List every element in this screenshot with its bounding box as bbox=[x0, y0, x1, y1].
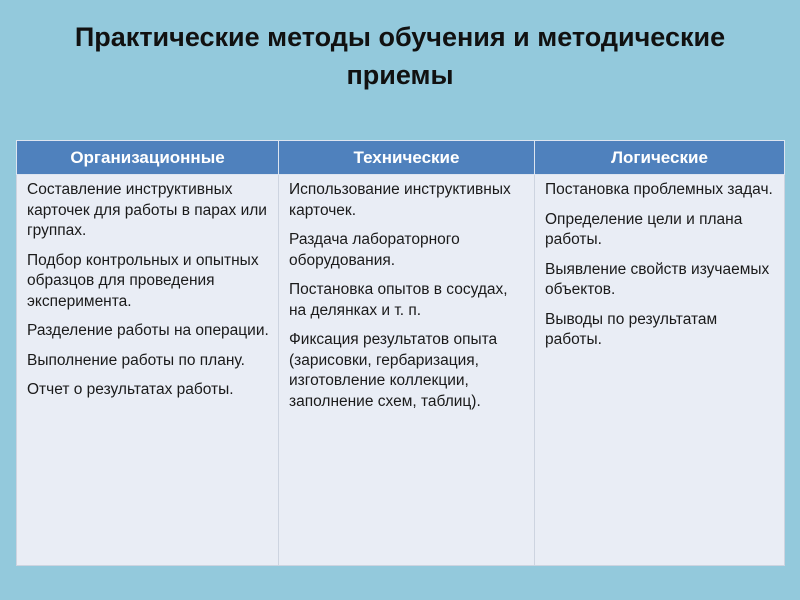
list-item: Определение цели и плана работы. bbox=[545, 210, 743, 248]
list-item: Фиксация результатов опыта (зарисовки, гербаризация, изготовление коллекции, заполнение схем, таблиц). bbox=[289, 331, 498, 410]
header-technical: Технические bbox=[279, 141, 535, 175]
slide-title-line-1: Практические методы обучения и методические bbox=[74, 22, 726, 52]
column-technical bbox=[279, 175, 535, 566]
list-item: Выявление свойств изучаемых объектов. bbox=[545, 260, 770, 298]
slide-title-line-2: приемы bbox=[346, 60, 454, 90]
table-header-row bbox=[17, 141, 785, 175]
header-logical: Логические bbox=[535, 141, 785, 175]
list-item: Отчет о результатах работы. bbox=[27, 381, 234, 398]
column-organizational bbox=[17, 175, 279, 566]
list-item: Выводы по результатам работы. bbox=[545, 310, 718, 348]
list-item: Составление инструктивных карточек для работы в парах или группах. bbox=[27, 181, 267, 239]
list-item: Выполнение работы по плану. bbox=[27, 351, 245, 369]
header-organizational: Организационные bbox=[17, 141, 279, 175]
list-item: Подбор контрольных и опытных образцов для проведения эксперимента. bbox=[27, 251, 259, 310]
list-item: Использование инструктивных карточек. bbox=[289, 181, 511, 219]
list-item: Раздача лабораторного оборудования. bbox=[289, 231, 460, 269]
list-item: Разделение работы на операции. bbox=[27, 322, 269, 339]
column-logical bbox=[535, 175, 785, 566]
list-item: Постановка опытов в сосудах, на делянках и т. п. bbox=[289, 281, 508, 319]
table-body-row bbox=[17, 175, 785, 566]
list-item: Постановка проблемных задач. bbox=[545, 181, 773, 198]
slide-title bbox=[0, 18, 800, 94]
methods-table bbox=[16, 140, 785, 566]
